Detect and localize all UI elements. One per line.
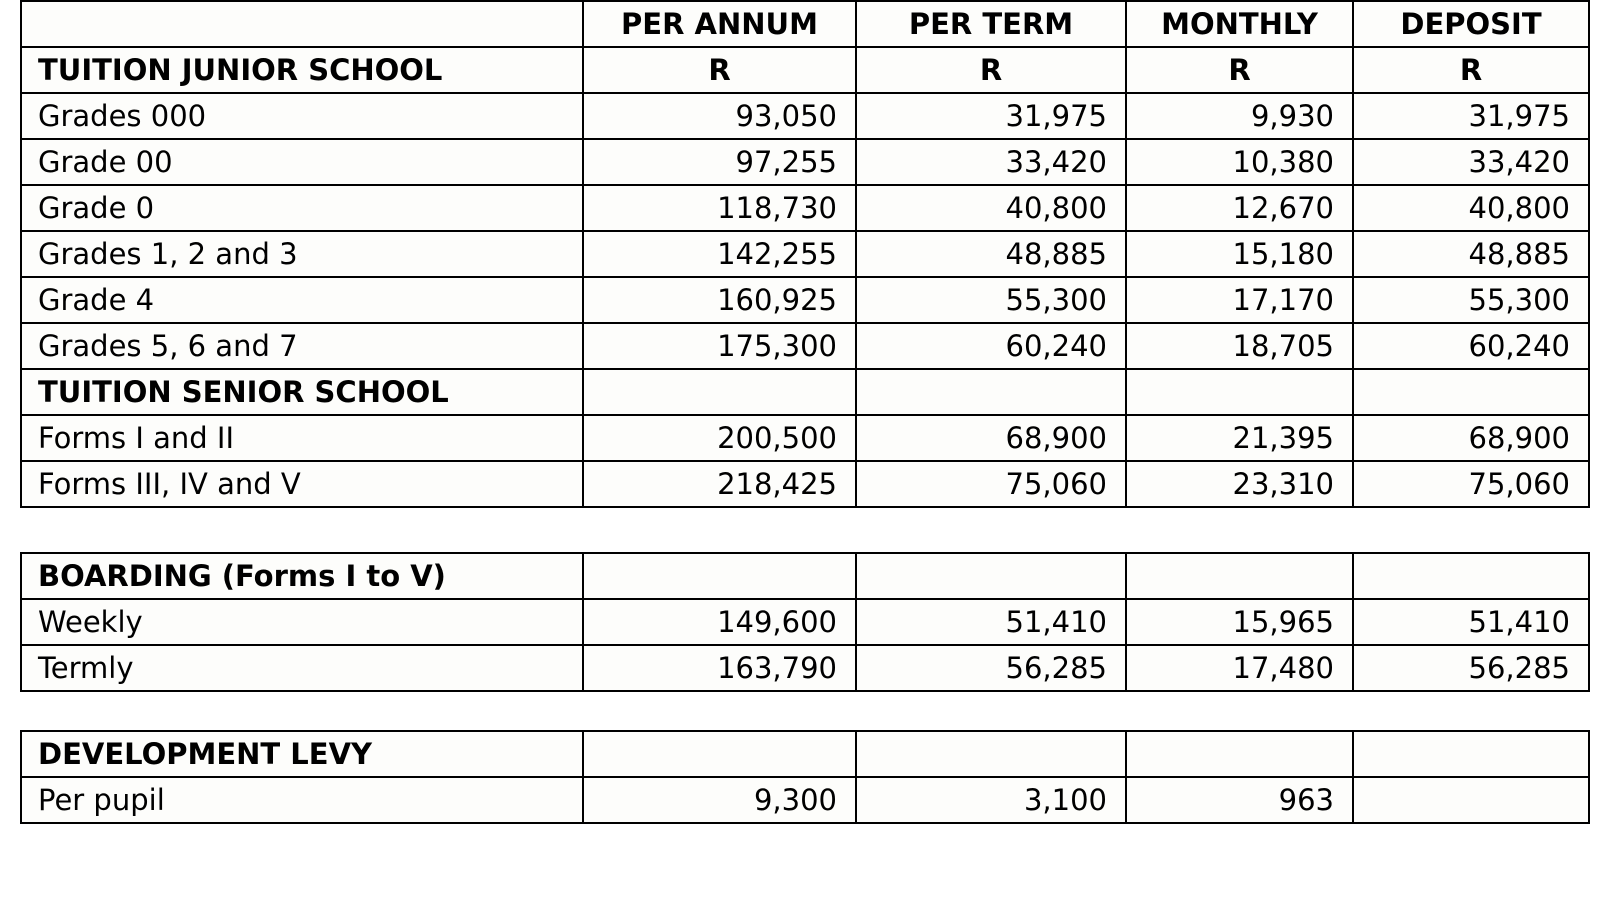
section-header-development-levy (21, 731, 1589, 777)
cell-per-term: 3,100 (856, 777, 1126, 823)
cell-per-annum: 97,255 (583, 139, 856, 185)
cell-per-term: 56,285 (856, 645, 1126, 691)
blank-cell-monthly (1126, 369, 1353, 415)
table-row (21, 93, 1589, 139)
cell-per-annum: 142,255 (583, 231, 856, 277)
section-title-tuition-senior: TUITION SENIOR SCHOOL (21, 369, 583, 415)
cell-deposit: 60,240 (1353, 323, 1589, 369)
cell-monthly: 18,705 (1126, 323, 1353, 369)
table-row (21, 645, 1589, 691)
cell-per-term: 48,885 (856, 231, 1126, 277)
cell-deposit: 31,975 (1353, 93, 1589, 139)
row-label: Grades 000 (21, 93, 583, 139)
blank-cell-per-term (856, 553, 1126, 599)
cell-monthly: 15,965 (1126, 599, 1353, 645)
row-label: Forms III, IV and V (21, 461, 583, 507)
cell-monthly: 15,180 (1126, 231, 1353, 277)
header-corner-cell (21, 1, 583, 47)
blank-cell-deposit (1353, 369, 1589, 415)
blank-cell-per-term (856, 369, 1126, 415)
table-row (21, 599, 1589, 645)
cell-monthly: 9,930 (1126, 93, 1353, 139)
section-header-boarding (21, 553, 1589, 599)
section-header-tuition-senior (21, 369, 1589, 415)
cell-deposit (1353, 777, 1589, 823)
blank-cell-per-term (856, 731, 1126, 777)
blank-cell-per-annum (583, 553, 856, 599)
cell-per-term: 51,410 (856, 599, 1126, 645)
table-separator-gap-1 (0, 508, 1600, 552)
section-title-development-levy: DEVELOPMENT LEVY (21, 731, 583, 777)
cell-per-term: 31,975 (856, 93, 1126, 139)
cell-per-term: 60,240 (856, 323, 1126, 369)
column-header-per-term: PER TERM (856, 1, 1126, 47)
cell-per-annum: 160,925 (583, 277, 856, 323)
blank-cell-monthly (1126, 553, 1353, 599)
cell-per-annum: 175,300 (583, 323, 856, 369)
cell-per-term: 68,900 (856, 415, 1126, 461)
cell-per-annum: 218,425 (583, 461, 856, 507)
table-row (21, 461, 1589, 507)
column-header-per-annum: PER ANNUM (583, 1, 856, 47)
cell-per-term: 33,420 (856, 139, 1126, 185)
currency-cell-monthly: R (1126, 47, 1353, 93)
section-header-tuition-junior (21, 47, 1589, 93)
blank-cell-monthly (1126, 731, 1353, 777)
table-row (21, 323, 1589, 369)
cell-per-term: 40,800 (856, 185, 1126, 231)
cell-deposit: 56,285 (1353, 645, 1589, 691)
cell-monthly: 10,380 (1126, 139, 1353, 185)
cell-monthly: 12,670 (1126, 185, 1353, 231)
row-label: Grade 4 (21, 277, 583, 323)
section-title-tuition-junior: TUITION JUNIOR SCHOOL (21, 47, 583, 93)
blank-cell-deposit (1353, 553, 1589, 599)
table-header-row (21, 1, 1589, 47)
cell-deposit: 68,900 (1353, 415, 1589, 461)
tuition-fees-table (20, 0, 1590, 508)
row-label: Grades 1, 2 and 3 (21, 231, 583, 277)
row-label: Per pupil (21, 777, 583, 823)
cell-monthly: 17,170 (1126, 277, 1353, 323)
blank-cell-per-annum (583, 369, 856, 415)
cell-deposit: 55,300 (1353, 277, 1589, 323)
table-separator-gap-2 (0, 692, 1600, 730)
cell-per-term: 75,060 (856, 461, 1126, 507)
table-row (21, 139, 1589, 185)
development-levy-table (20, 730, 1590, 824)
blank-cell-deposit (1353, 731, 1589, 777)
row-label: Forms I and II (21, 415, 583, 461)
cell-per-annum: 9,300 (583, 777, 856, 823)
row-label: Termly (21, 645, 583, 691)
table-row (21, 231, 1589, 277)
cell-per-term: 55,300 (856, 277, 1126, 323)
row-label: Grade 0 (21, 185, 583, 231)
currency-cell-per-term: R (856, 47, 1126, 93)
currency-cell-per-annum: R (583, 47, 856, 93)
cell-deposit: 40,800 (1353, 185, 1589, 231)
cell-per-annum: 118,730 (583, 185, 856, 231)
table-row (21, 777, 1589, 823)
cell-monthly: 23,310 (1126, 461, 1353, 507)
table-row (21, 415, 1589, 461)
table-row (21, 277, 1589, 323)
currency-cell-deposit: R (1353, 47, 1589, 93)
cell-deposit: 48,885 (1353, 231, 1589, 277)
cell-per-annum: 149,600 (583, 599, 856, 645)
row-label: Grade 00 (21, 139, 583, 185)
column-header-monthly: MONTHLY (1126, 1, 1353, 47)
boarding-fees-table (20, 552, 1590, 692)
cell-monthly: 21,395 (1126, 415, 1353, 461)
row-label: Grades 5, 6 and 7 (21, 323, 583, 369)
cell-monthly: 17,480 (1126, 645, 1353, 691)
section-title-boarding: BOARDING (Forms I to V) (21, 553, 583, 599)
blank-cell-per-annum (583, 731, 856, 777)
table-row (21, 185, 1589, 231)
cell-per-annum: 200,500 (583, 415, 856, 461)
cell-deposit: 33,420 (1353, 139, 1589, 185)
cell-per-annum: 163,790 (583, 645, 856, 691)
row-label: Weekly (21, 599, 583, 645)
cell-monthly: 963 (1126, 777, 1353, 823)
cell-deposit: 51,410 (1353, 599, 1589, 645)
cell-deposit: 75,060 (1353, 461, 1589, 507)
column-header-deposit: DEPOSIT (1353, 1, 1589, 47)
cell-per-annum: 93,050 (583, 93, 856, 139)
